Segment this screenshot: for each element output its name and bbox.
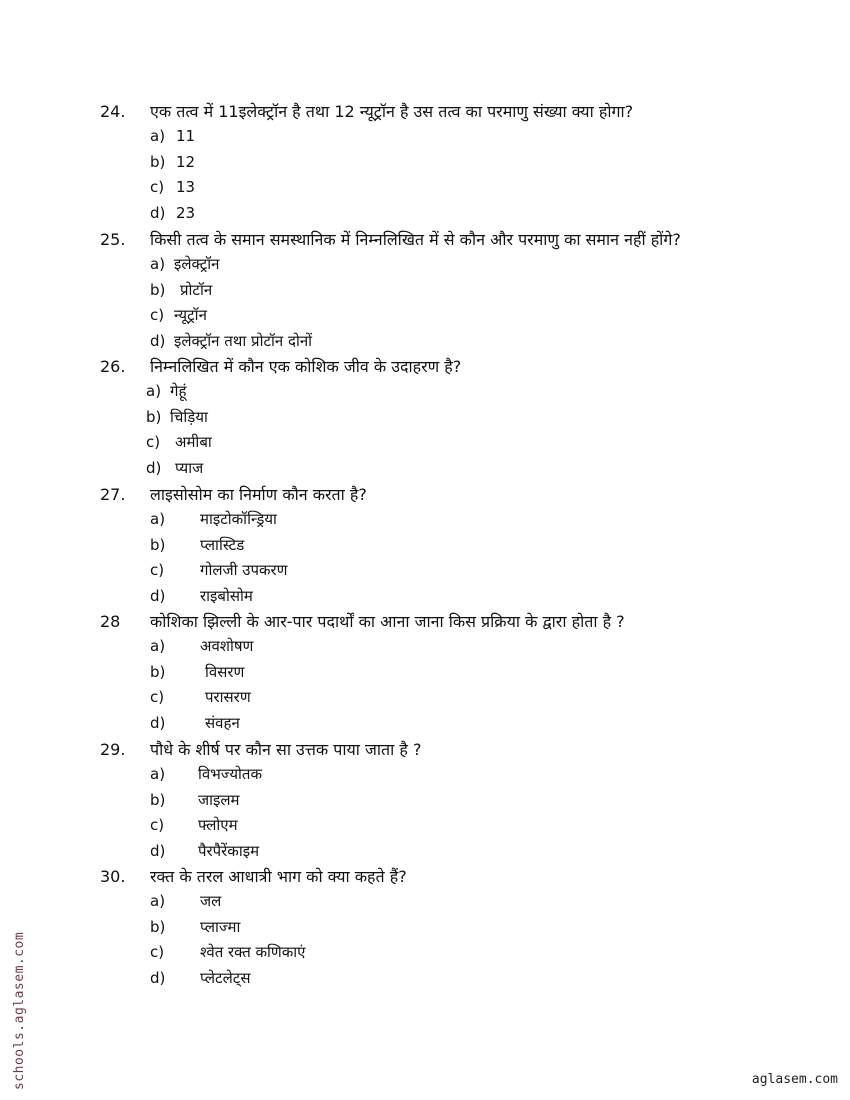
option-b — [0, 278, 850, 304]
option-letter: a) — [150, 255, 166, 273]
option-letter: c) — [150, 943, 165, 961]
option-letter: d) — [150, 203, 166, 222]
option-letter: a) — [150, 637, 166, 655]
option-text: प्लास्टिड — [200, 535, 245, 554]
question-text: पौधे के शीर्ष पर कौन सा उत्तक पाया जाता है ? — [150, 740, 422, 759]
option-a — [0, 124, 850, 150]
question-number: 28 — [100, 612, 121, 631]
option-c — [0, 303, 850, 329]
option-letter: d) — [150, 713, 166, 732]
option-b — [0, 915, 850, 941]
option-a — [0, 762, 850, 788]
option-text: फ्लोएम — [198, 816, 238, 834]
option-a — [0, 379, 850, 405]
option-letter: a) — [150, 765, 166, 783]
option-text: अमीबा — [175, 433, 212, 451]
option-letter: d) — [146, 458, 162, 477]
question-27 — [0, 482, 850, 609]
option-letter: d) — [150, 586, 166, 605]
option-b — [0, 660, 850, 686]
option-letter: a) — [150, 892, 166, 910]
option-d — [0, 456, 850, 482]
question-number: 30. — [100, 867, 126, 886]
question-26 — [0, 354, 850, 481]
option-c — [0, 558, 850, 584]
option-text: माइटोकॉन्ड्रिया — [200, 510, 277, 528]
bottom-watermark: aglasem.com — [751, 1072, 838, 1087]
question-text: किसी तत्व के समान समस्थानिक में निम्नलिखित में से कौन और परमाणु का समान नहीं होंगे? — [150, 230, 681, 249]
option-b — [0, 150, 850, 176]
option-c — [0, 430, 850, 456]
option-c — [0, 175, 850, 201]
option-c — [0, 940, 850, 966]
option-d — [0, 711, 850, 737]
question-text: निम्नलिखित में कौन एक कोशिक जीव के उदाहरण है? — [150, 357, 462, 376]
option-text: पैरपैरेंकाइम — [198, 841, 260, 860]
question-24 — [0, 99, 850, 226]
question-29 — [0, 737, 850, 864]
option-letter: c) — [150, 178, 165, 196]
option-text: परासरण — [205, 688, 251, 706]
option-b — [0, 405, 850, 431]
option-text: गोलजी उपकरण — [200, 561, 288, 579]
option-letter: a) — [150, 127, 166, 145]
option-letter: d) — [150, 968, 166, 987]
option-letter: c) — [150, 306, 165, 324]
question-25 — [0, 227, 850, 354]
option-d — [0, 584, 850, 610]
question-30 — [0, 864, 850, 991]
option-text: विसरण — [205, 662, 245, 681]
option-text: न्यूट्रॉन — [174, 306, 207, 324]
question-number: 26. — [100, 357, 126, 376]
option-letter: c) — [146, 433, 161, 451]
option-letter: c) — [150, 561, 165, 579]
option-d — [0, 329, 850, 355]
option-text: जाइलम — [198, 790, 240, 809]
option-a — [0, 252, 850, 278]
option-text: अवशोषण — [200, 637, 254, 655]
question-text: रक्त के तरल आधात्री भाग को क्या कहते हैं? — [150, 867, 407, 886]
option-text: गेहूं — [170, 382, 187, 400]
option-text: 13 — [176, 178, 196, 196]
option-text: राइबोसोम — [200, 586, 253, 605]
option-text: प्लाज्मा — [200, 917, 241, 936]
option-text: 23 — [176, 203, 196, 222]
option-c — [0, 813, 850, 839]
option-text: प्लेटलेट्स — [200, 968, 251, 987]
option-text: प्याज — [175, 458, 204, 477]
question-number: 24. — [100, 102, 126, 121]
option-b — [0, 533, 850, 559]
option-d — [0, 839, 850, 865]
option-text: जल — [200, 892, 222, 910]
option-a — [0, 889, 850, 915]
option-text: चिड़िया — [170, 407, 208, 426]
option-letter: b) — [150, 152, 166, 171]
option-letter: b) — [150, 280, 166, 299]
option-letter: b) — [150, 917, 166, 936]
option-text: 12 — [176, 152, 196, 171]
question-text: कोशिका झिल्ली के आर-पार पदार्थों का आना जाना किस प्रक्रिया के द्वारा होता है ? — [150, 612, 625, 631]
question-text: लाइसोसोम का निर्माण कौन करता है? — [150, 485, 367, 504]
option-letter: d) — [150, 841, 166, 860]
option-letter: c) — [150, 816, 165, 834]
question-number: 25. — [100, 230, 126, 249]
option-text: श्वेत रक्त कणिकाएं — [200, 943, 306, 961]
option-a — [0, 507, 850, 533]
option-d — [0, 201, 850, 227]
option-text: संवहन — [205, 713, 240, 732]
option-letter: a) — [146, 382, 162, 400]
option-letter: b) — [150, 535, 166, 554]
option-letter: b) — [146, 407, 162, 426]
option-b — [0, 788, 850, 814]
option-letter: c) — [150, 688, 165, 706]
option-letter: a) — [150, 510, 166, 528]
option-text: 11 — [176, 127, 196, 145]
option-d — [0, 966, 850, 992]
option-letter: b) — [150, 790, 166, 809]
option-text: प्रोटॉन — [180, 280, 213, 299]
option-c — [0, 685, 850, 711]
question-text: एक तत्व में 11इलेक्ट्रॉन है तथा 12 न्यूट्रॉन है उस तत्व का परमाणु संख्या क्या होगा? — [150, 102, 634, 121]
option-text: इलेक्ट्रॉन — [174, 255, 220, 273]
option-text: विभज्योतक — [198, 765, 263, 783]
question-number: 27. — [100, 485, 126, 504]
question-28 — [0, 609, 850, 736]
option-a — [0, 634, 850, 660]
side-watermark: schools.aglasem.com — [12, 931, 27, 1090]
option-letter: b) — [150, 662, 166, 681]
option-text: इलेक्ट्रॉन तथा प्रोटॉन दोनों — [174, 331, 313, 350]
option-letter: d) — [150, 331, 166, 350]
question-number: 29. — [100, 740, 126, 759]
